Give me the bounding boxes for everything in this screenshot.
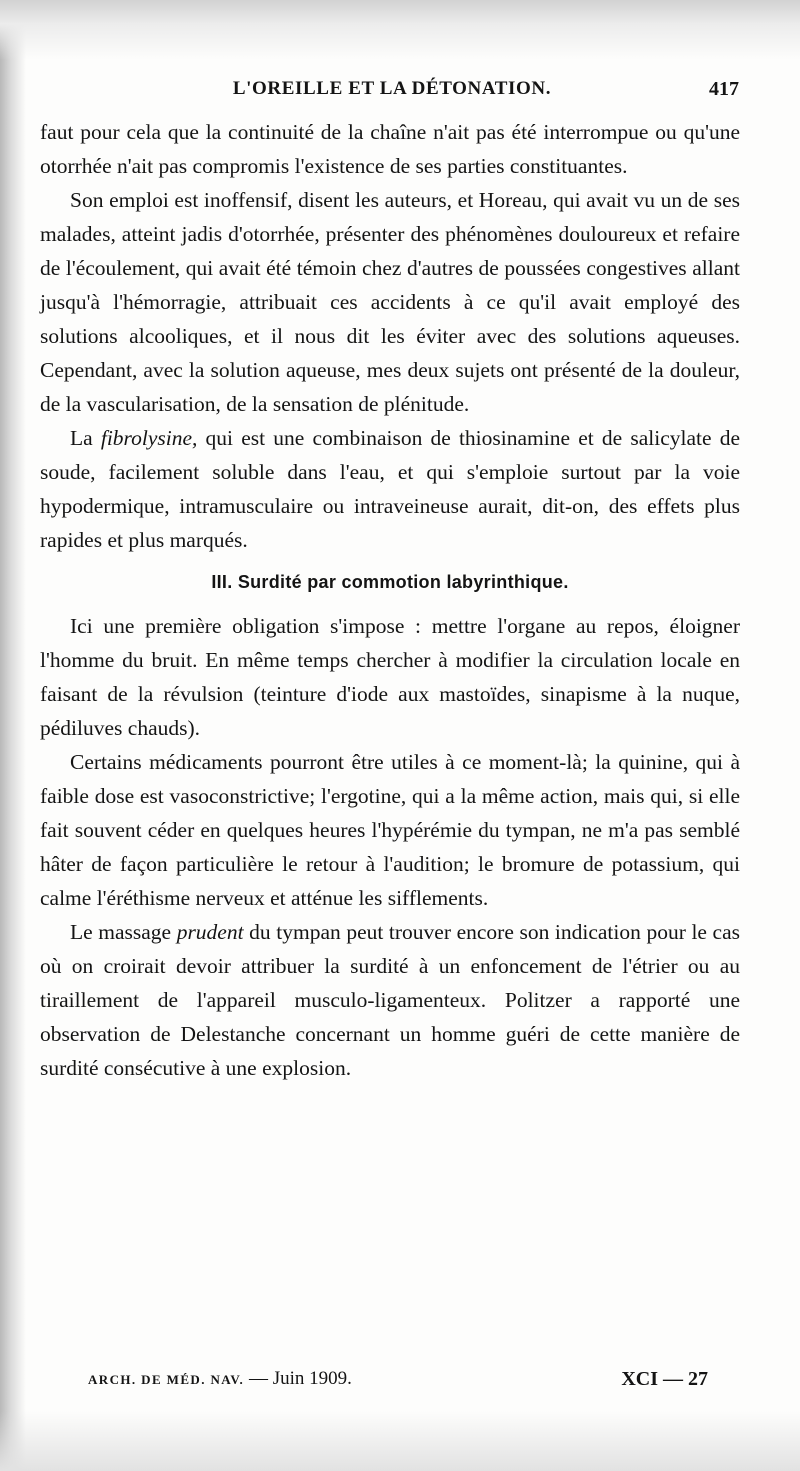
scan-shadow-top xyxy=(0,0,800,60)
paragraph-1: faut pour cela que la continuité de la chaîne n'ait pas été interrompue ou qu'une otorrhée n'ait pas compromis l'existence de ses parties constituantes. xyxy=(40,120,740,178)
page-number: 417 xyxy=(709,78,739,100)
running-title: L'OREILLE ET LA DÉTONATION. xyxy=(232,78,552,99)
footer-date: — Juin 1909. xyxy=(248,1368,352,1389)
footer-signature: XCI — 27 xyxy=(621,1368,708,1390)
paragraph-3-start: La xyxy=(70,426,101,450)
paragraph-3-rest: qui est une combinaison de thiosinamine et de salicylate de soude, facilement soluble dans l'eau, et qui s'emploie surtout par la voie hypodermique, intramusculaire ou intraveineuse aurait, dit-on, des effets plus rapides et plus marqués. xyxy=(40,426,740,552)
paragraph-3-italic-term: fibrolysine, xyxy=(100,426,198,450)
paragraph-6-rest: du tympan peut trouver encore son indication pour le cas où on croirait devoir attribuer la surdité à un enfoncement de l'étrier ou au tiraillement de l'appareil musculo-ligamenteux. Politzer a rapporté une observation de Delestanche concernant un homme guéri de cette manière de surdité consécutive à une explosion. xyxy=(40,920,741,1080)
paragraph-3 xyxy=(40,421,740,557)
paragraph-2: Son emploi est inoffensif, disent les auteurs, et Horeau, qui avait vu un de ses malades, atteint jadis d'otorrhée, présenter des phénomènes douloureux et refaire de l'écoulement, qui avait été témoin chez d'autres de poussées congestives allant jusqu'à l'hémorragie, attribuait ces accidents à ce qu'il avait employé des solutions alcooliques, et il nous dit les éviter avec des solutions aqueuses. Cependant, avec la solution aqueuse, mes deux sujets ont présenté de la douleur, de la vascularisation, de la sensation de plénitude. xyxy=(40,188,740,416)
footer-journal: ARCH. DE MÉD. NAV. xyxy=(88,1372,245,1387)
page-header xyxy=(45,78,739,108)
section-heading: III. Surdité par commotion labyrinthique. xyxy=(211,572,569,592)
paragraph-6-start: Le massage xyxy=(70,920,177,944)
scan-shadow-left xyxy=(0,0,26,1471)
page-footer xyxy=(88,1368,708,1398)
paragraph-4: Ici une première obligation s'impose : mettre l'organe au repos, éloigner l'homme du bruit. En même temps chercher à modifier la circulation locale en faisant de la révulsion (teinture d'iode aux mastoïdes, sinapisme à la nuque, pédiluves chauds). xyxy=(40,614,740,740)
scan-shadow-bottom xyxy=(0,1411,800,1471)
paragraph-6 xyxy=(40,915,740,1085)
body-text xyxy=(40,115,740,1085)
paragraph-5: Certains médicaments pourront être utiles à ce moment-là; la quinine, qui à faible dose est vasoconstrictive; l'ergotine, qui a la même action, mais qui, si elle fait souvent céder en quelques heures l'hypérémie du tympan, ne m'a pas semblé hâter de façon particulière le retour à l'audition; le bromure de potassium, qui calme l'éréthisme nerveux et atténue les sifflements. xyxy=(40,750,740,910)
footer-citation xyxy=(88,1368,352,1390)
paragraph-6-italic-term: prudent xyxy=(176,920,244,944)
